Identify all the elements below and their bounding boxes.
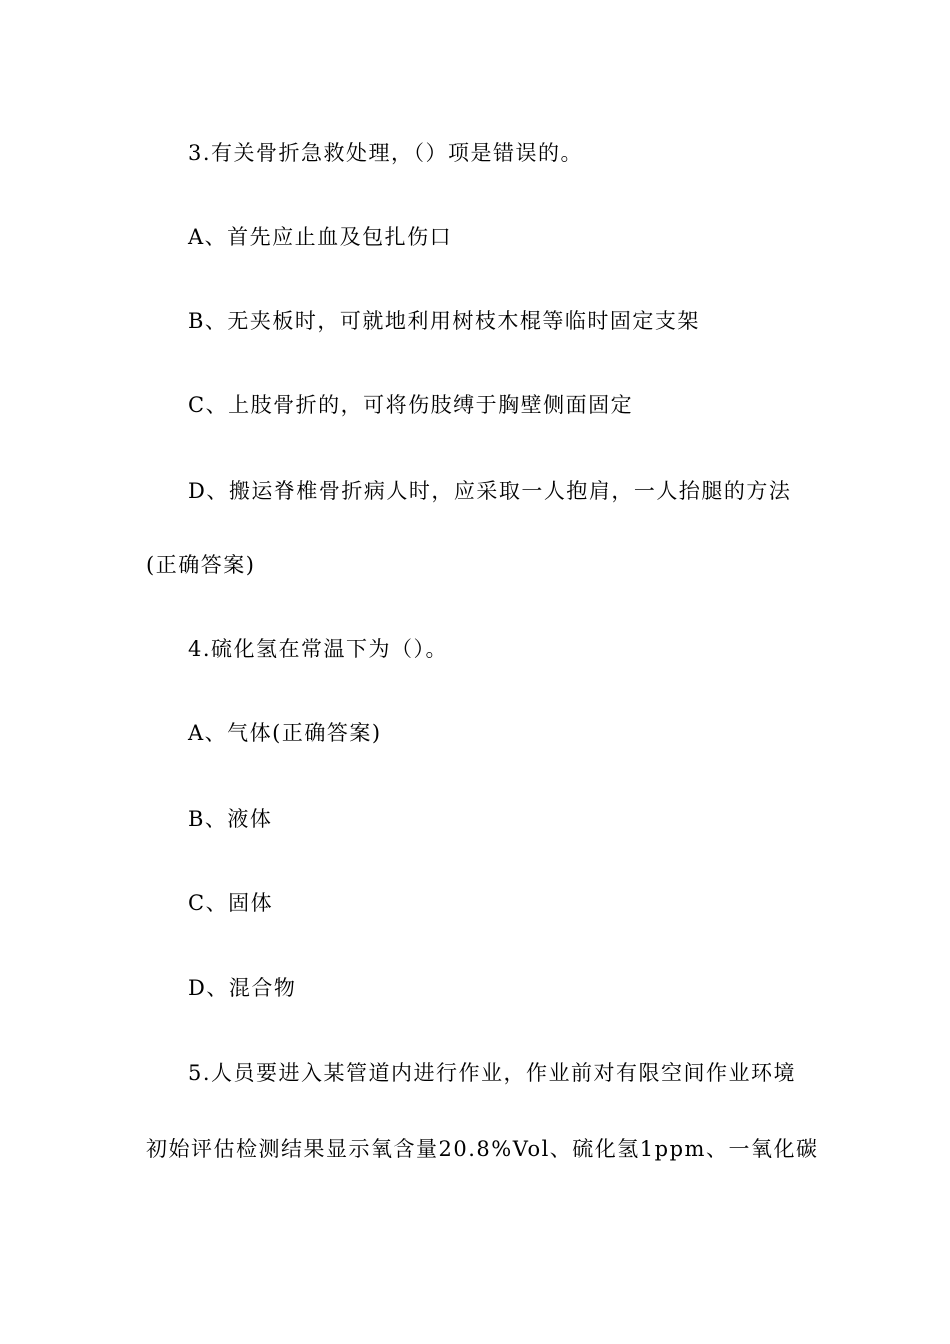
question-3-option-a: A、首先应止血及包扎伤口 [188, 225, 453, 249]
question-4-option-c: C、固体 [188, 891, 274, 915]
question-4-option-b: B、液体 [188, 807, 273, 831]
question-5-stem-line-2: 初始评估检测结果显示氧含量20.8%Vol、硫化氢1ppm、一氧化碳 [146, 1137, 819, 1161]
question-4-stem: 4.硫化氢在常温下为（）。 [188, 637, 449, 661]
question-4-option-d: D、混合物 [188, 976, 297, 1000]
question-3-option-d: D、搬运脊椎骨折病人时，应采取一人抱肩，一人抬腿的方法 [188, 479, 792, 503]
question-5-stem-line-1: 5.人员要进入某管道内进行作业，作业前对有限空间作业环境 [188, 1061, 797, 1085]
question-3-option-c: C、上肢骨折的，可将伤肢缚于胸壁侧面固定 [188, 393, 634, 417]
question-3-option-d-continuation: (正确答案) [146, 553, 256, 577]
question-4-option-a: A、气体(正确答案) [188, 721, 382, 745]
question-3-stem: 3.有关骨折急救处理，（）项是错误的。 [188, 141, 584, 165]
question-3-option-b: B、无夹板时，可就地利用树枝木棍等临时固定支架 [188, 309, 700, 333]
